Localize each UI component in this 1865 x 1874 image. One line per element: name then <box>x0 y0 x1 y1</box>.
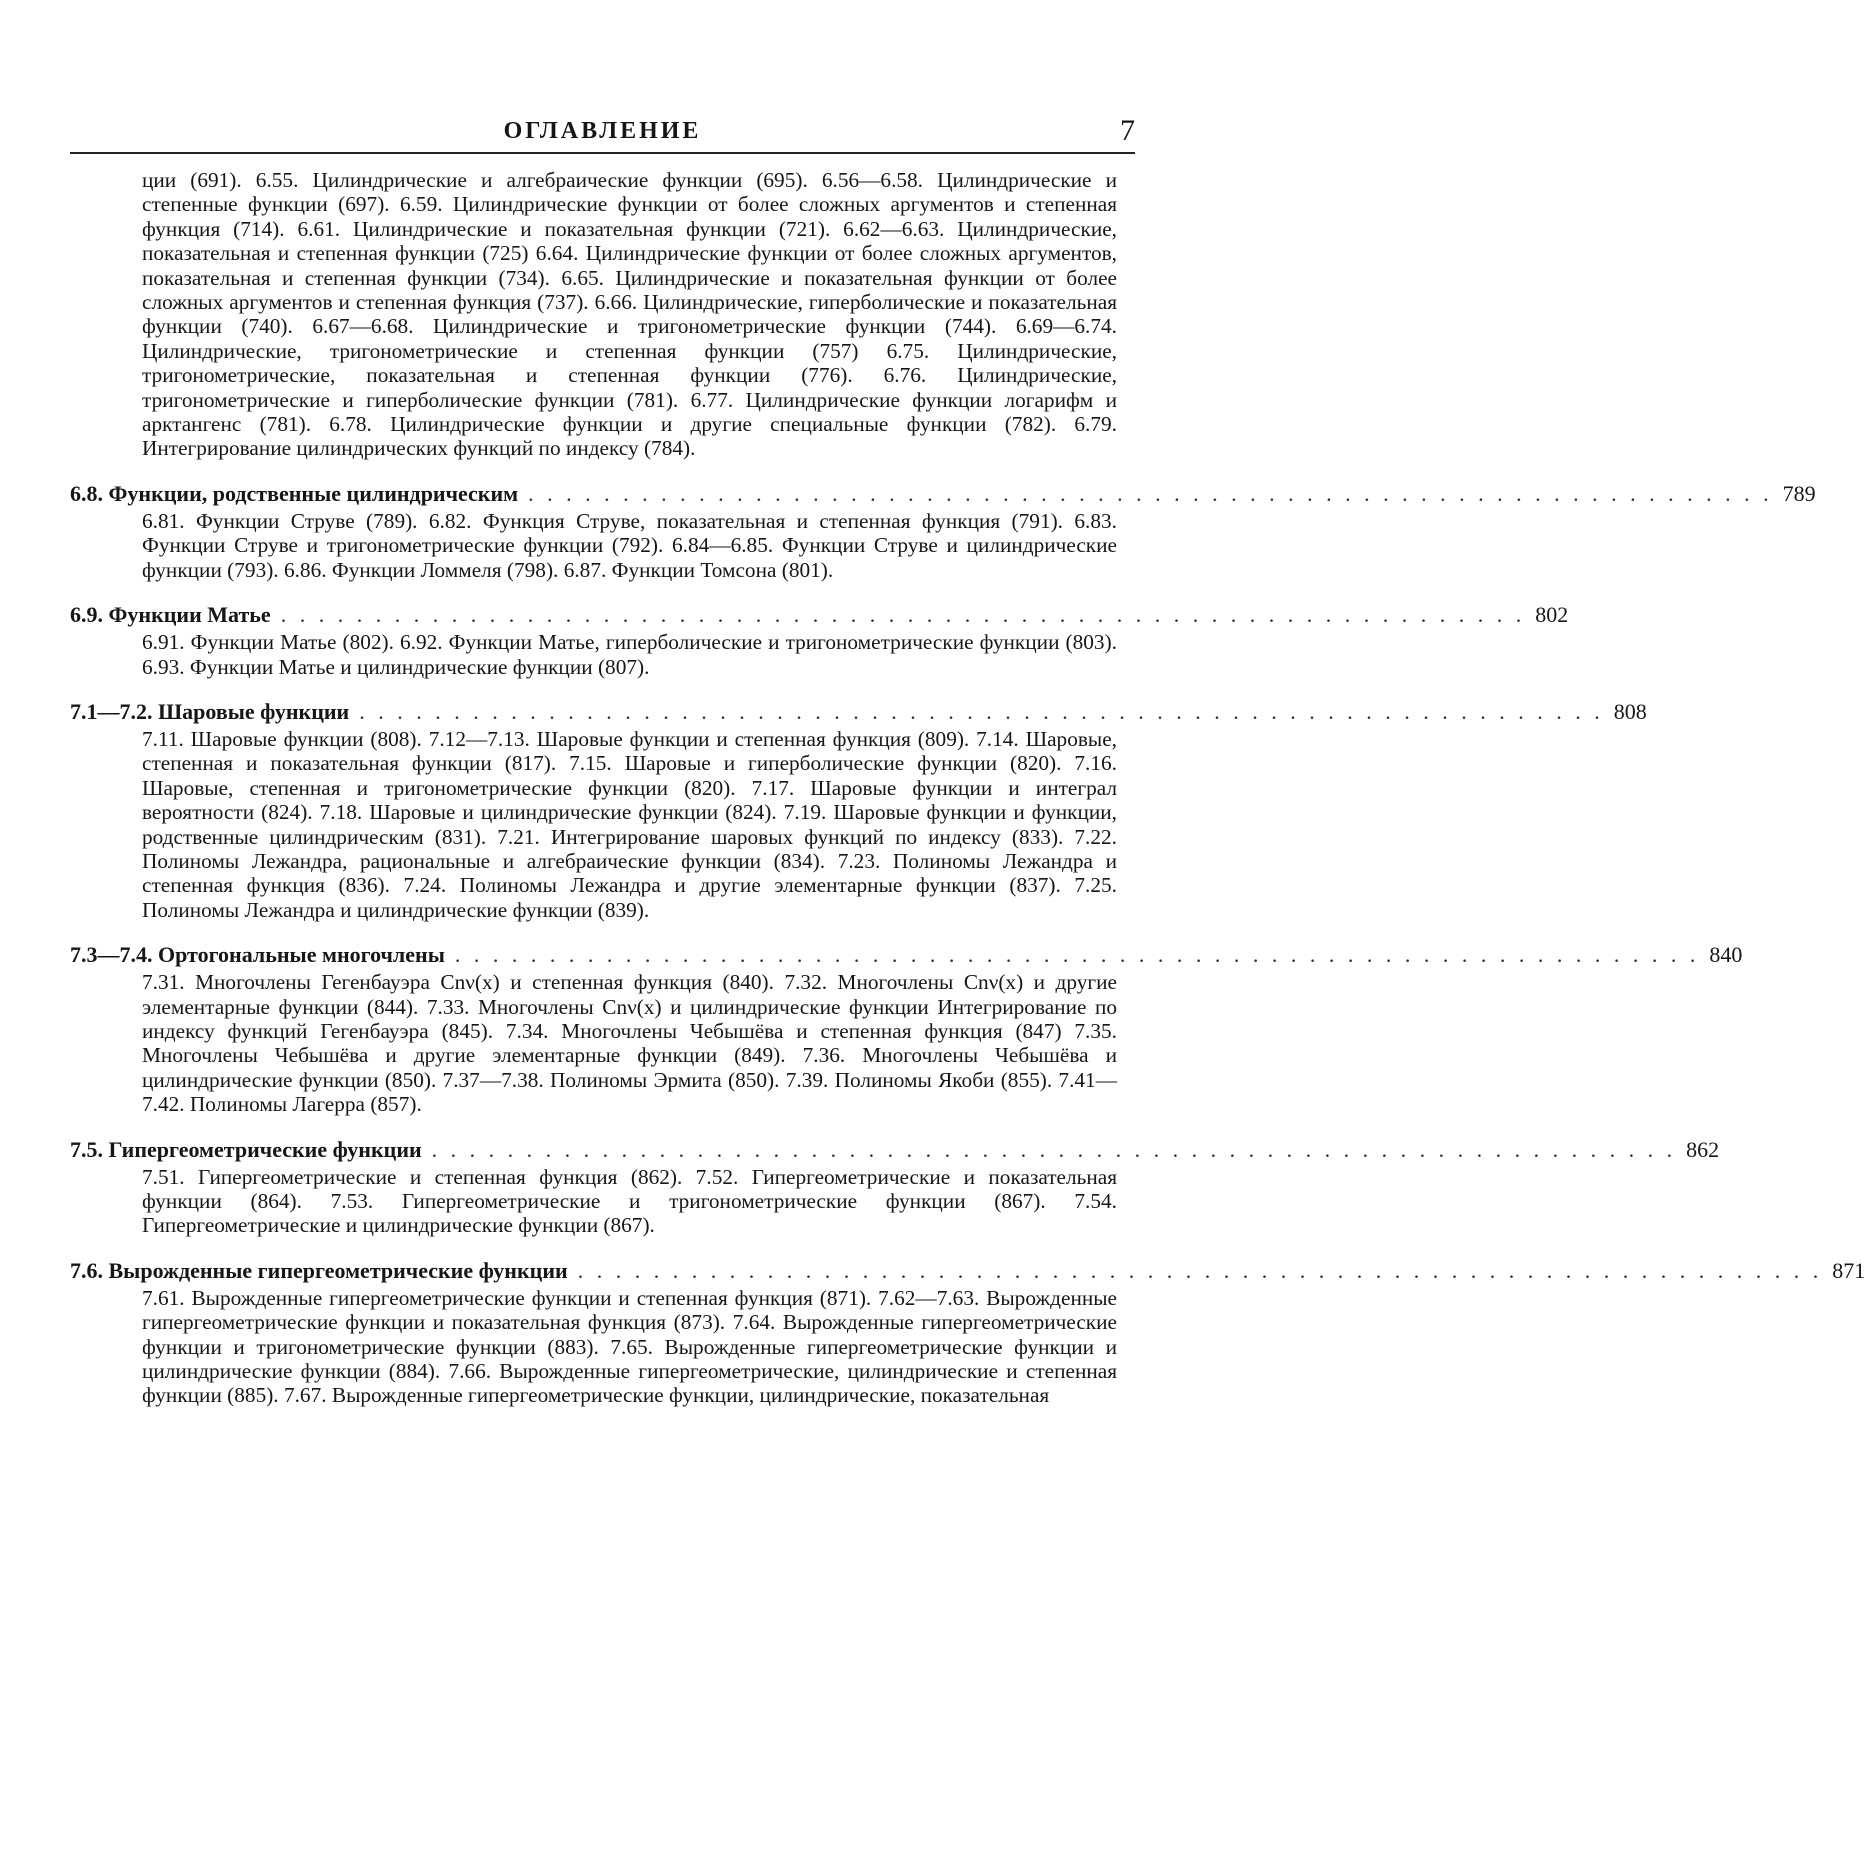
toc-section-body: 6.91. Функции Матье (802). 6.92. Функции Матье, гиперболические и тригонометрические функции (803). 6.93. Функции Матье и цилиндрические функции (807). <box>142 630 1117 679</box>
toc-continuation-text: ции (691). 6.55. Цилиндрические и алгебраические функции (695). 6.56—6.58. Цилиндрические и степенные функции (697). 6.59. Цилиндрические функции от более сложных аргументов и степенная функция (714). 6.61. Цилиндрические и показательная функции (721). 6.62—6.63. Цилиндрические, показательная и степенная функции (725) 6.64. Цилиндрические функции от более сложных аргументов, показательная и степенная функции (734). 6.65. Цилиндрические и показательная функции от более сложных аргументов и степенная функция (737). 6.66. Цилиндрические, гиперболические и показательная функции (740). 6.67—6.68. Цилиндрические и тригонометрические функции (744). 6.69—6.74. Цилиндрические, тригонометрические и степенная функции (757) 6.75. Цилиндрические, тригонометрические, показательная и степенная функции (776). 6.76. Цилиндрические, тригонометрические и гиперболические функции (781). 6.77. Цилиндрические функции логарифм и арктангенс (781). 6.78. Цилиндрические функции и другие специальные функции (782). 6.79. Интегрирование цилиндрических функций по индексу (784). <box>142 168 1117 461</box>
toc-leader-dots: . . . . . . . . . . . . . . . . . . . . . . . . . . . . . . . . . . . . . . . . . . . . . . . . . . . . . . . . . . . . . . . . . . <box>577 1257 1823 1283</box>
toc-section-body: 7.11. Шаровые функции (808). 7.12—7.13. Шаровые функции и степенная функция (809). 7.14. Шаровые, степенная и показательная функции (817). 7.15. Шаровые и гиперболические функции (820). 7.16. Шаровые, степенная и тригонометрические функции (820). 7.17. Шаровые функции и интеграл вероятности (824). 7.18. Шаровые и цилиндрические функции (824). 7.19. Шаровые функции и функции, родственные цилиндрическим (831). 7.21. Интегрирование шаровых функций по индексу (833). 7.22. Полиномы Лежандра, рациональные и алгебраические функции (834). 7.23. Полиномы Лежандра и степенная функция (836). 7.24. Полиномы Лежандра и другие элементарные функции (837). 7.25. Полиномы Лежандра и цилиндрические функции (839). <box>142 726 1117 922</box>
toc-leader-dots: . . . . . . . . . . . . . . . . . . . . . . . . . . . . . . . . . . . . . . . . . . . . . . . . . . . . . . . . . . . . . . . . . . <box>431 1136 1677 1162</box>
toc-section-title <box>70 481 518 507</box>
toc-section-name: Функции Матье <box>108 602 271 628</box>
toc-section-7-6 <box>70 1257 1865 1408</box>
toc-section-heading <box>70 1136 1720 1163</box>
toc-section-page: 808 <box>1613 698 1647 724</box>
toc-leader-dots: . . . . . . . . . . . . . . . . . . . . . . . . . . . . . . . . . . . . . . . . . . . . . . . . . . . . . . . . . . . . . . . . . . <box>280 602 1526 628</box>
toc-section-body: 6.81. Функции Струве (789). 6.82. Функция Струве, показательная и степенная функция (791). 6.83. Функции Струве и тригонометрические функции (792). 6.84—6.85. Функции Струве и цилиндрические функции (793). 6.86. Функции Ломмеля (798). 6.87. Функции Томсона (801). <box>142 508 1117 582</box>
toc-section-number: 7.5. <box>70 1136 103 1162</box>
toc-section-body: 7.61. Вырожденные гипергеометрические функции и степенная функция (871). 7.62—7.63. Вырожденные гипергеометрические функции и показательная функция (873). 7.64. Вырожденные гипергеометрические функции и тригонометрические функции (883). 7.65. Вырожденные гипергеометрические функции и цилиндрические функции (884). 7.66. Вырожденные гипергеометрические, цилиндрические и степенная функции (885). 7.67. Вырожденные гипергеометрические функции, цилиндрические, показательная <box>142 1285 1117 1408</box>
toc-section-body: 7.51. Гипергеометрические и степенная функция (862). 7.52. Гипергеометрические и показательная функции (864). 7.53. Гипергеометрические и тригонометрические функции (867). 7.54. Гипергеометрические и цилиндрические функции (867). <box>142 1164 1117 1238</box>
toc-section-page: 802 <box>1535 602 1569 628</box>
toc-section-heading <box>70 1257 1865 1284</box>
toc-section-number: 7.1—7.2. <box>70 698 153 724</box>
toc-section-page: 871 <box>1832 1257 1865 1283</box>
toc-section-name: Ортогональные многочлены <box>158 942 445 968</box>
toc-section-title <box>70 942 445 968</box>
page-number: 7 <box>1120 114 1135 147</box>
toc-section-title <box>70 1258 568 1284</box>
toc-section-title <box>70 1137 422 1163</box>
toc-section-name: Функции, родственные цилиндрическим <box>108 480 519 506</box>
header-rule <box>70 152 1135 154</box>
toc-section-title <box>70 602 271 628</box>
toc-section-body: 7.31. Многочлены Гегенбауэра Cnν(x) и степенная функция (840). 7.32. Многочлены Cnν(x) и другие элементарные функции (844). 7.33. Многочлены Cnν(x) и цилиндрические функции Интегрирование по индексу функций Гегенбауэра (845). 7.34. Многочлены Чебышёва и степенная функция (847) 7.35. Многочлены Чебышёва и другие элементарные функции (849). 7.36. Многочлены Чебышёва и цилиндрические функции (850). 7.37—7.38. Полиномы Эрмита (850). 7.39. Полиномы Якоби (855). 7.41—7.42. Полиномы Лагерра (857). <box>142 970 1117 1117</box>
toc-section-name: Шаровые функции <box>158 698 350 724</box>
toc-section-name: Вырожденные гипергеометрические функции <box>108 1257 568 1283</box>
toc-section-page: 789 <box>1782 480 1816 506</box>
toc-section-7-1 <box>70 698 1647 922</box>
toc-section-number: 7.3—7.4. <box>70 942 153 968</box>
toc-section-title <box>70 699 349 725</box>
toc-content <box>70 168 1865 1408</box>
toc-section-6-9 <box>70 602 1569 679</box>
toc-section-name: Гипергеометрические функции <box>108 1136 422 1162</box>
page-title: ОГЛАВЛЕНИЕ <box>503 118 702 144</box>
toc-section-7-3 <box>70 942 1743 1117</box>
toc-leader-dots: . . . . . . . . . . . . . . . . . . . . . . . . . . . . . . . . . . . . . . . . . . . . . . . . . . . . . . . . . . . . . . . . . . <box>454 942 1700 968</box>
toc-section-number: 7.6. <box>70 1257 103 1283</box>
toc-section-page: 862 <box>1686 1136 1720 1162</box>
toc-section-heading <box>70 602 1569 628</box>
toc-section-heading <box>70 698 1647 725</box>
toc-leader-dots: . . . . . . . . . . . . . . . . . . . . . . . . . . . . . . . . . . . . . . . . . . . . . . . . . . . . . . . . . . . . . . . . . . <box>528 480 1773 506</box>
toc-leader-dots: . . . . . . . . . . . . . . . . . . . . . . . . . . . . . . . . . . . . . . . . . . . . . . . . . . . . . . . . . . . . . . . . . . <box>359 698 1604 724</box>
toc-section-number: 6.8. <box>70 480 103 506</box>
toc-section-heading <box>70 942 1743 968</box>
page-header <box>70 114 1135 154</box>
toc-section-6-8 <box>70 480 1816 582</box>
toc-section-7-5 <box>70 1136 1720 1238</box>
toc-section-page: 840 <box>1709 942 1743 968</box>
toc-section-heading <box>70 480 1816 507</box>
toc-section-number: 6.9. <box>70 602 103 628</box>
